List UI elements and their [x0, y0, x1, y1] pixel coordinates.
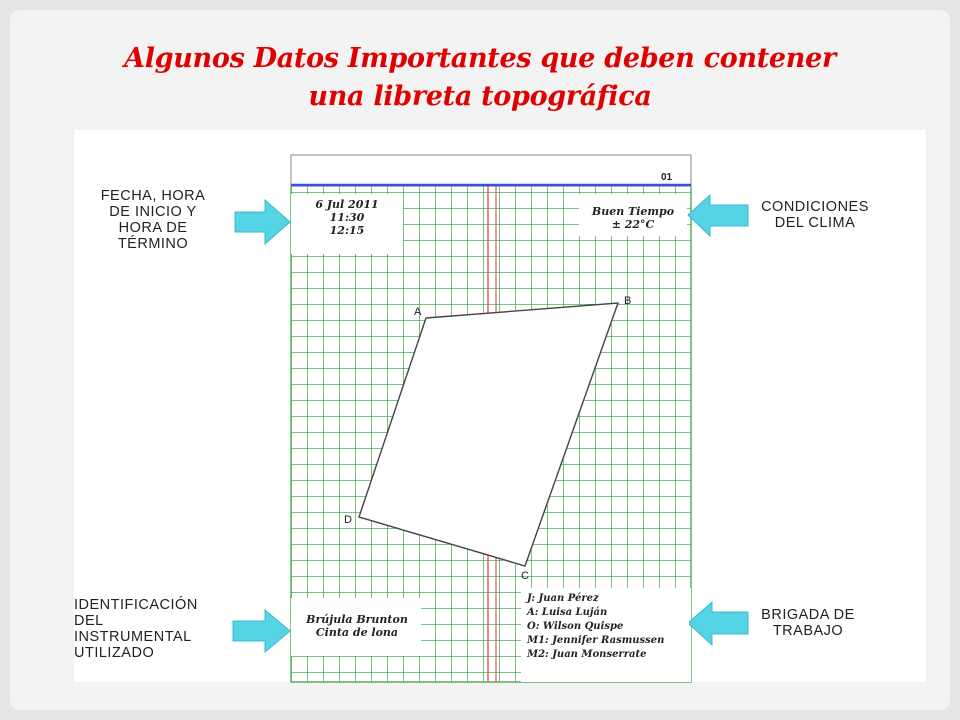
- title-line-1: Algunos Datos Importantes que deben contener: [124, 43, 836, 74]
- callout-line: TÉRMINO: [117, 236, 189, 252]
- crew-member: A: Luisa Luján: [527, 607, 608, 618]
- note-instrument-1: Brújula Brunton: [306, 613, 408, 626]
- callout-line: FECHA, HORA: [100, 188, 206, 204]
- note-temperature: ± 22°C: [611, 218, 655, 231]
- note-instrument-2: Cinta de lona: [315, 626, 399, 639]
- crew-member: M1: Jennifer Rasmussen: [527, 635, 665, 646]
- note-weather: Buen Tiempo: [591, 205, 675, 218]
- arrow-weather-icon: [688, 195, 748, 236]
- callout-line: DE INICIO Y: [109, 204, 197, 220]
- crew-notes: [527, 592, 689, 662]
- weather-notes: [583, 205, 683, 231]
- crew-member: J: Juan Pérez: [527, 593, 599, 604]
- callout-line: HORA DE: [118, 220, 188, 236]
- point-label-b: B: [624, 295, 632, 307]
- point-label-d: D: [344, 514, 352, 526]
- callout-line: DEL CLIMA: [774, 215, 856, 231]
- crew-member: M2: Juan Monserrate: [527, 649, 647, 660]
- datetime-notes: [299, 198, 395, 237]
- note-date: 6 Jul 2011: [315, 198, 379, 211]
- arrow-datetime-icon: [235, 200, 290, 244]
- callout-line: INSTRUMENTAL: [74, 629, 192, 645]
- notebook-header-box: [291, 155, 691, 186]
- crew-member: O: Wilson Quispe: [527, 621, 624, 632]
- callout-line: CONDICIONES: [761, 199, 869, 215]
- point-label-c: C: [521, 570, 529, 582]
- arrow-instrument-icon: [233, 610, 290, 652]
- title-line-2: una libreta topográfica: [308, 81, 652, 112]
- instrument-notes: [297, 613, 417, 639]
- callout-line: UTILIZADO: [74, 645, 155, 661]
- note-start-time: 11:30: [329, 211, 365, 224]
- callout-line: BRIGADA DE: [761, 607, 855, 623]
- callout-line: TRABAJO: [772, 623, 844, 639]
- callout-weather: [750, 199, 880, 231]
- arrow-crew-icon: [688, 602, 748, 645]
- callout-line: DEL: [74, 613, 104, 629]
- callout-instrument: [74, 597, 224, 661]
- callout-datetime: [78, 188, 228, 252]
- callout-crew: [748, 607, 868, 639]
- callout-line: IDENTIFICACIÓN: [74, 597, 198, 613]
- note-end-time: 12:15: [329, 224, 365, 237]
- page-number: 01: [661, 172, 673, 183]
- point-label-a: A: [414, 306, 422, 318]
